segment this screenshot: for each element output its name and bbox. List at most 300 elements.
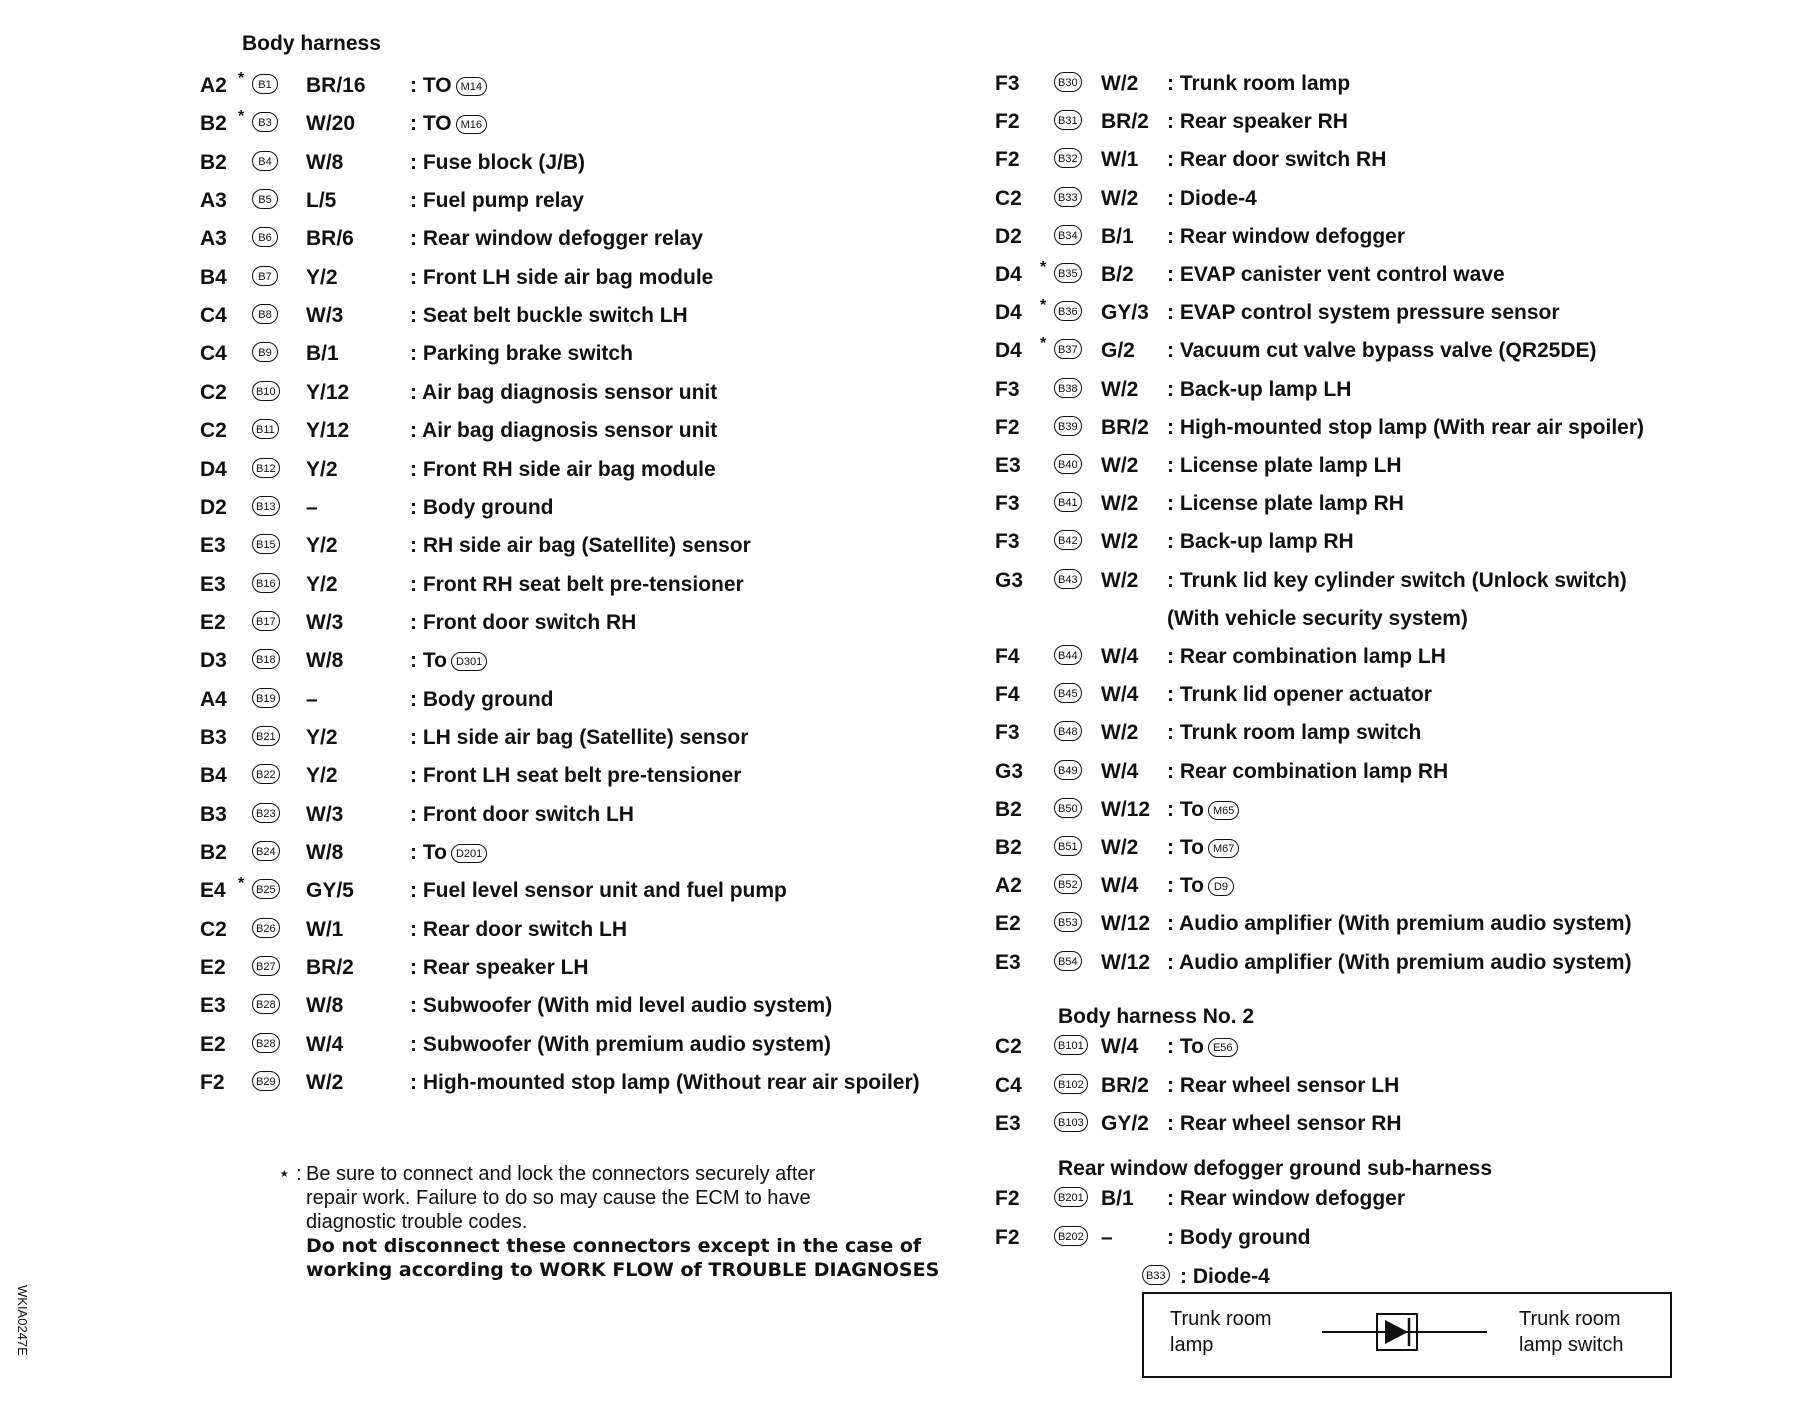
connector-row	[980, 370, 1798, 408]
connector-symbol: B18	[252, 649, 280, 669]
connector-row	[0, 871, 980, 909]
connector-symbol: B202	[1054, 1226, 1088, 1246]
grid-location: F2	[995, 110, 1020, 134]
grid-location: E2	[200, 610, 226, 634]
grid-location: A3	[200, 189, 227, 213]
connector-row	[0, 411, 980, 449]
wire-color-pins: W/8	[306, 841, 344, 864]
wire-color-pins: –	[306, 495, 318, 519]
grid-location: C2	[995, 186, 1022, 210]
caution-star-marker: *	[1040, 259, 1047, 276]
grid-location: E3	[995, 454, 1021, 477]
connector-symbol: B102	[1054, 1074, 1088, 1094]
connector-symbol: B29	[252, 1071, 280, 1091]
connector-symbol: B27	[252, 956, 280, 976]
connector-row	[0, 1063, 980, 1101]
connector-description: : EVAP control system pressure sensor	[1167, 301, 1560, 325]
connector-row	[0, 334, 980, 372]
wire-color-pins: Y/2	[306, 725, 338, 749]
connector-row	[980, 866, 1798, 904]
diode-left-label-1: Trunk room	[1170, 1308, 1272, 1330]
connector-symbol: B51	[1054, 836, 1082, 856]
connector-symbol: B36	[1054, 301, 1082, 321]
connector-row	[980, 64, 1798, 102]
connector-row	[0, 1025, 980, 1063]
diode-right-label-2: lamp switch	[1519, 1334, 1624, 1356]
wire-color-pins: W/12	[1101, 950, 1151, 974]
connector-row	[0, 488, 980, 526]
connector-symbol: B38	[1054, 378, 1082, 398]
wire-color-pins: GY/3	[1101, 301, 1149, 325]
connector-description: : To D201	[410, 841, 487, 865]
connector-symbol: B4	[252, 151, 278, 171]
connector-row	[980, 522, 1798, 560]
connector-row	[980, 599, 1798, 637]
connector-description: : Trunk room lamp switch	[1167, 721, 1422, 745]
connector-symbol: B33	[1054, 187, 1082, 207]
wire-color-pins: Y/12	[306, 419, 350, 443]
grid-location: B2	[995, 797, 1022, 821]
connector-symbol: B17	[252, 611, 280, 631]
connector-row	[0, 948, 980, 986]
grid-location: A4	[200, 687, 227, 711]
connector-row	[980, 331, 1798, 369]
wire-color-pins: W/2	[306, 1071, 344, 1095]
connector-description: : To D9	[1167, 874, 1234, 898]
wire-color-pins: W/1	[1101, 148, 1139, 172]
grid-location: D2	[200, 495, 227, 519]
connector-description: : Rear wheel sensor LH	[1167, 1073, 1400, 1097]
wire-color-pins: GY/5	[306, 879, 354, 903]
connector-row	[0, 526, 980, 564]
grid-location: F3	[995, 721, 1020, 745]
reference-connector-symbol: M65	[1208, 801, 1239, 820]
connector-description: : Front door switch LH	[410, 802, 634, 826]
wire-color-pins: Y/2	[306, 572, 338, 596]
connector-symbol: B16	[252, 573, 280, 593]
connector-symbol: B34	[1054, 225, 1082, 245]
connector-row	[980, 140, 1798, 178]
connector-row	[980, 790, 1798, 828]
connector-row	[0, 641, 980, 679]
connector-row	[980, 637, 1798, 675]
wire-color-pins: W/2	[1101, 530, 1139, 554]
connector-row	[0, 181, 980, 219]
grid-location: B2	[200, 150, 227, 174]
wire-color-pins: W/2	[1101, 568, 1139, 592]
connector-description: : Parking brake switch	[410, 342, 633, 366]
connector-symbol: B31	[1054, 110, 1082, 130]
grid-location: A2	[995, 874, 1022, 898]
connector-row	[0, 104, 980, 142]
connector-symbol: B22	[252, 764, 280, 784]
connector-symbol: B1	[252, 74, 278, 94]
grid-location: D4	[995, 339, 1022, 363]
connector-row	[980, 752, 1798, 790]
wire-color-pins: B/1	[306, 342, 339, 366]
connector-row	[0, 450, 980, 488]
connector-symbol: B37	[1054, 339, 1082, 359]
connector-description: : Rear window defogger relay	[410, 227, 703, 251]
connector-symbol: B9	[252, 342, 278, 362]
connector-symbol: B7	[252, 266, 278, 286]
caution-star-marker: *	[1040, 297, 1047, 315]
connector-row	[980, 943, 1798, 981]
connector-description: : High-mounted stop lamp (Without rear air spoiler)	[410, 1071, 920, 1095]
caution-line-3: diagnostic trouble codes.	[306, 1211, 528, 1233]
connector-row	[980, 1179, 1798, 1217]
connector-description: : Body ground	[410, 687, 554, 711]
connector-symbol: B12	[252, 458, 280, 478]
connector-symbol: B42	[1054, 530, 1082, 550]
connector-symbol: B11	[252, 419, 279, 439]
connector-symbol: B28	[252, 994, 280, 1014]
wire-color-pins: W/8	[306, 150, 344, 174]
connector-row	[980, 713, 1798, 751]
grid-location: A3	[200, 227, 227, 251]
connector-description: : Vacuum cut valve bypass valve (QR25DE)	[1167, 339, 1597, 363]
connector-description: : Rear combination lamp RH	[1167, 759, 1449, 783]
connector-row	[0, 258, 980, 296]
grid-location: D4	[995, 263, 1022, 286]
connector-row	[0, 718, 980, 756]
connector-description: : High-mounted stop lamp (With rear air spoiler)	[1167, 415, 1645, 439]
connector-symbol: B103	[1054, 1112, 1088, 1132]
connector-description: : Front LH side air bag module	[410, 265, 714, 289]
connector-row	[0, 296, 980, 334]
reference-connector-symbol: D9	[1208, 877, 1234, 896]
connector-symbol: B8	[252, 304, 278, 324]
wire-color-pins: Y/2	[306, 764, 338, 788]
wire-color-pins: BR/2	[306, 956, 354, 980]
connector-description: : Rear wheel sensor RH	[1167, 1112, 1402, 1135]
grid-location: B3	[200, 725, 227, 749]
wire-color-pins: W/2	[1101, 721, 1139, 745]
wire-color-pins: W/4	[1101, 1035, 1139, 1058]
connector-row	[980, 446, 1798, 484]
connector-row	[0, 565, 980, 603]
connector-symbol: B5	[252, 189, 278, 209]
diode-left-label-2: lamp	[1170, 1334, 1214, 1356]
connector-description: : Seat belt buckle switch LH	[410, 304, 688, 328]
grid-location: F4	[995, 683, 1020, 707]
connector-symbol: B6	[252, 227, 278, 247]
caution-star-marker: *	[238, 108, 245, 126]
grid-location: C2	[200, 917, 227, 941]
wire-color-pins: B/2	[1101, 263, 1134, 286]
connector-description: : Rear speaker LH	[410, 956, 589, 980]
connector-symbol: B32	[1054, 148, 1082, 168]
connector-description: : License plate lamp LH	[1167, 454, 1402, 477]
grid-location: G3	[995, 568, 1024, 592]
connector-description: : Front RH seat belt pre-tensioner	[410, 572, 744, 596]
wire-color-pins: –	[1101, 1225, 1113, 1249]
connector-row	[980, 1104, 1798, 1142]
wire-color-pins: W/8	[306, 649, 344, 673]
wire-color-pins: B/1	[1101, 224, 1134, 248]
grid-location: B4	[200, 764, 227, 788]
connector-description: : Subwoofer (With mid level audio system)	[410, 994, 833, 1018]
connector-symbol: B101	[1054, 1035, 1088, 1055]
connector-description: : EVAP canister vent control wave	[1167, 263, 1505, 286]
connector-symbol: B28	[252, 1033, 280, 1053]
wire-color-pins: G/2	[1101, 339, 1135, 363]
reference-connector-symbol: M67	[1208, 839, 1239, 858]
grid-location: F2	[200, 1071, 225, 1095]
wire-color-pins: W/12	[1101, 912, 1151, 936]
grid-location: F3	[995, 492, 1020, 516]
grid-location: D3	[200, 649, 227, 673]
connector-row	[0, 373, 980, 411]
connector-description: : Back-up lamp RH	[1167, 530, 1354, 554]
caution-line-5: working according to WORK FLOW of TROUBLE DIAGNOSES	[306, 1259, 940, 1281]
connector-description: : TO M16	[410, 112, 487, 136]
grid-location: E3	[200, 994, 226, 1018]
connector-row	[980, 408, 1798, 446]
connector-row	[0, 756, 980, 794]
wire-color-pins: W/4	[1101, 874, 1139, 898]
wire-color-pins: BR/2	[1101, 110, 1149, 134]
wire-color-pins: W/4	[1101, 645, 1139, 668]
connector-symbol: B201	[1054, 1187, 1088, 1207]
caution-line-2: repair work. Failure to do so may cause the ECM to have	[306, 1187, 811, 1209]
wire-color-pins: W/8	[306, 994, 344, 1018]
connector-row	[980, 1027, 1798, 1065]
connector-symbol: B15	[252, 534, 280, 554]
grid-location: B2	[995, 836, 1022, 859]
connector-row	[980, 179, 1798, 217]
connector-description: : Trunk room lamp	[1167, 72, 1351, 95]
diode-right-label-1: Trunk room	[1519, 1308, 1621, 1330]
connector-description: : TO M14	[410, 74, 487, 98]
grid-location: E3	[995, 1112, 1021, 1135]
grid-location: G3	[995, 759, 1024, 783]
connector-row	[0, 603, 980, 641]
grid-location: F3	[995, 530, 1020, 554]
connector-row	[980, 828, 1798, 866]
wire-color-pins: Y/2	[306, 457, 338, 481]
connector-symbol: B40	[1054, 454, 1082, 474]
reference-connector-symbol: D301	[451, 652, 487, 671]
connector-symbol: B24	[252, 841, 280, 861]
connector-description: : Diode-4	[1167, 186, 1257, 210]
grid-location: C2	[200, 419, 227, 443]
connector-description: (With vehicle security system)	[1167, 606, 1468, 630]
connector-symbol: B35	[1054, 263, 1082, 283]
connector-description: : Back-up lamp LH	[1167, 377, 1352, 401]
grid-location: F2	[995, 1225, 1020, 1249]
grid-location: A2	[200, 74, 227, 97]
grid-location: B4	[200, 265, 227, 289]
grid-location: F2	[995, 415, 1020, 439]
wire-color-pins: BR/6	[306, 227, 354, 251]
connector-description: : Front LH seat belt pre-tensioner	[410, 764, 742, 788]
connector-symbol: B49	[1054, 760, 1082, 780]
connector-symbol: B23	[252, 803, 280, 823]
wire-color-pins: W/2	[1101, 377, 1139, 401]
reference-connector-symbol: M16	[456, 115, 487, 134]
wire-color-pins: B/1	[1101, 1187, 1134, 1210]
grid-location: F3	[995, 72, 1020, 95]
grid-location: F2	[995, 1187, 1020, 1210]
grid-location: E2	[200, 956, 226, 980]
wire-color-pins: W/2	[1101, 186, 1139, 210]
connector-symbol: B39	[1054, 416, 1082, 436]
connector-symbol: B3	[252, 112, 278, 132]
connector-symbol: B44	[1054, 645, 1082, 665]
connector-symbol: B43	[1054, 569, 1082, 589]
wire-color-pins: W/2	[1101, 454, 1139, 477]
connector-symbol: B52	[1054, 874, 1082, 894]
connector-description: : Trunk lid key cylinder switch (Unlock switch)	[1167, 568, 1627, 592]
connector-symbol: B54	[1054, 951, 1082, 971]
wire-color-pins: W/3	[306, 304, 344, 328]
connector-row	[0, 795, 980, 833]
connector-symbol: B48	[1054, 721, 1082, 741]
connector-symbol: B53	[1054, 912, 1082, 932]
connector-symbol: B41	[1054, 492, 1082, 512]
wire-color-pins: W/3	[306, 610, 344, 634]
connector-row	[0, 66, 980, 104]
wire-color-pins: W/20	[306, 112, 356, 136]
connector-description: : Audio amplifier (With premium audio system)	[1167, 950, 1632, 974]
body-harness-heading: Body harness	[242, 32, 381, 55]
connector-description: : RH side air bag (Satellite) sensor	[410, 534, 751, 558]
wire-color-pins: W/2	[1101, 72, 1139, 95]
grid-location: C4	[995, 1073, 1022, 1097]
wire-color-pins: Y/12	[306, 380, 350, 404]
caution-line-4: Do not disconnect these connectors except in the case of	[306, 1235, 922, 1257]
wire-color-pins: BR/2	[1101, 415, 1149, 439]
connector-symbol: B25	[252, 879, 280, 899]
connector-symbol: B21	[252, 726, 280, 746]
grid-location: E3	[200, 572, 226, 596]
grid-location: C4	[200, 342, 227, 366]
grid-location: D4	[995, 301, 1022, 325]
connector-row	[980, 904, 1798, 942]
connector-description: : Rear window defogger	[1167, 1187, 1406, 1210]
caution-star: ⋆ :	[278, 1163, 302, 1185]
grid-location: F4	[995, 645, 1020, 668]
figure-code: WKIA0247E	[15, 1285, 30, 1356]
connector-symbol: B50	[1054, 798, 1082, 818]
connector-row	[0, 833, 980, 871]
grid-location: D2	[995, 224, 1022, 248]
caution-line-1: Be sure to connect and lock the connectors securely after	[306, 1163, 816, 1185]
grid-location: C2	[200, 380, 227, 404]
connector-description: : To M67	[1167, 836, 1239, 860]
body-harness-no2-heading: Body harness No. 2	[1058, 1005, 1255, 1028]
connector-row	[0, 986, 980, 1024]
diode-title: : Diode-4	[1180, 1265, 1270, 1288]
grid-location: E2	[200, 1032, 226, 1056]
connector-description: : Trunk lid opener actuator	[1167, 683, 1432, 707]
connector-description: : To E56	[1167, 1035, 1238, 1059]
connector-symbol: B19	[252, 688, 280, 708]
wire-color-pins: W/4	[306, 1032, 344, 1056]
reference-connector-symbol: E56	[1208, 1038, 1238, 1057]
connector-description: : Body ground	[1167, 1225, 1311, 1249]
caution-star-marker: *	[1040, 335, 1047, 353]
wire-color-pins: W/1	[306, 917, 344, 941]
connector-description: : Rear combination lamp LH	[1167, 645, 1446, 668]
connector-description: : Audio amplifier (With premium audio system)	[1167, 912, 1632, 936]
wire-color-pins: Y/2	[306, 265, 338, 289]
wire-color-pins: W/12	[1101, 797, 1151, 821]
connector-description: : Subwoofer (With premium audio system)	[410, 1032, 832, 1056]
grid-location: C2	[995, 1035, 1022, 1058]
connector-row	[0, 680, 980, 718]
connector-description: : Rear door switch LH	[410, 917, 628, 941]
diode-symbol-icon	[1142, 1292, 1672, 1378]
grid-location: E3	[995, 950, 1021, 974]
diode-schematic-box	[1142, 1292, 1672, 1378]
connector-symbol: B26	[252, 918, 280, 938]
grid-location: B2	[200, 841, 227, 864]
reference-connector-symbol: M14	[456, 77, 487, 96]
connector-description: : Fuel pump relay	[410, 189, 584, 213]
connector-row	[980, 102, 1798, 140]
connector-row	[0, 219, 980, 257]
connector-description: : License plate lamp RH	[1167, 492, 1404, 516]
connector-row	[980, 1218, 1798, 1256]
wire-color-pins: L/5	[306, 189, 337, 213]
wire-color-pins: W/2	[1101, 836, 1139, 859]
reference-connector-symbol: D201	[451, 844, 487, 863]
grid-location: E3	[200, 534, 226, 558]
wire-color-pins: Y/2	[306, 534, 338, 558]
wire-color-pins: W/4	[1101, 683, 1139, 707]
diode-connector-symbol: B33	[1142, 1265, 1170, 1285]
connector-row	[980, 217, 1798, 255]
connector-symbol: B13	[252, 496, 280, 516]
connector-symbol: B10	[252, 381, 280, 401]
connector-description: : To M65	[1167, 798, 1239, 822]
connector-description: : Rear window defogger	[1167, 224, 1406, 248]
connector-row	[980, 675, 1798, 713]
grid-location: D4	[200, 457, 227, 481]
connector-row	[0, 910, 980, 948]
grid-location: F2	[995, 148, 1020, 172]
wire-color-pins: –	[306, 687, 318, 711]
connector-row	[0, 143, 980, 181]
wire-color-pins: GY/2	[1101, 1112, 1149, 1135]
grid-location: B3	[200, 802, 227, 826]
connector-description: : Front door switch RH	[410, 610, 637, 634]
grid-location: C4	[200, 304, 227, 328]
wire-color-pins: W/4	[1101, 759, 1139, 783]
connector-row	[980, 255, 1798, 293]
wire-color-pins: BR/2	[1101, 1073, 1149, 1097]
grid-location: F3	[995, 377, 1020, 401]
connector-description: : Fuel level sensor unit and fuel pump	[410, 879, 787, 903]
connector-description: : Air bag diagnosis sensor unit	[410, 380, 718, 404]
connector-description: : Body ground	[410, 495, 554, 519]
wire-color-pins: W/3	[306, 802, 344, 826]
connector-row	[980, 293, 1798, 331]
connector-description: : Front RH side air bag module	[410, 457, 716, 481]
wire-color-pins: W/2	[1101, 492, 1139, 516]
grid-location: B2	[200, 112, 227, 136]
connector-row	[980, 1066, 1798, 1104]
connector-symbol: B30	[1054, 72, 1082, 92]
connector-description: : Rear door switch RH	[1167, 148, 1387, 172]
connector-description: : Rear speaker RH	[1167, 110, 1348, 134]
connector-description: : LH side air bag (Satellite) sensor	[410, 725, 749, 749]
connector-row	[980, 561, 1798, 599]
connector-symbol: B45	[1054, 683, 1082, 703]
caution-star-marker: *	[238, 875, 245, 893]
